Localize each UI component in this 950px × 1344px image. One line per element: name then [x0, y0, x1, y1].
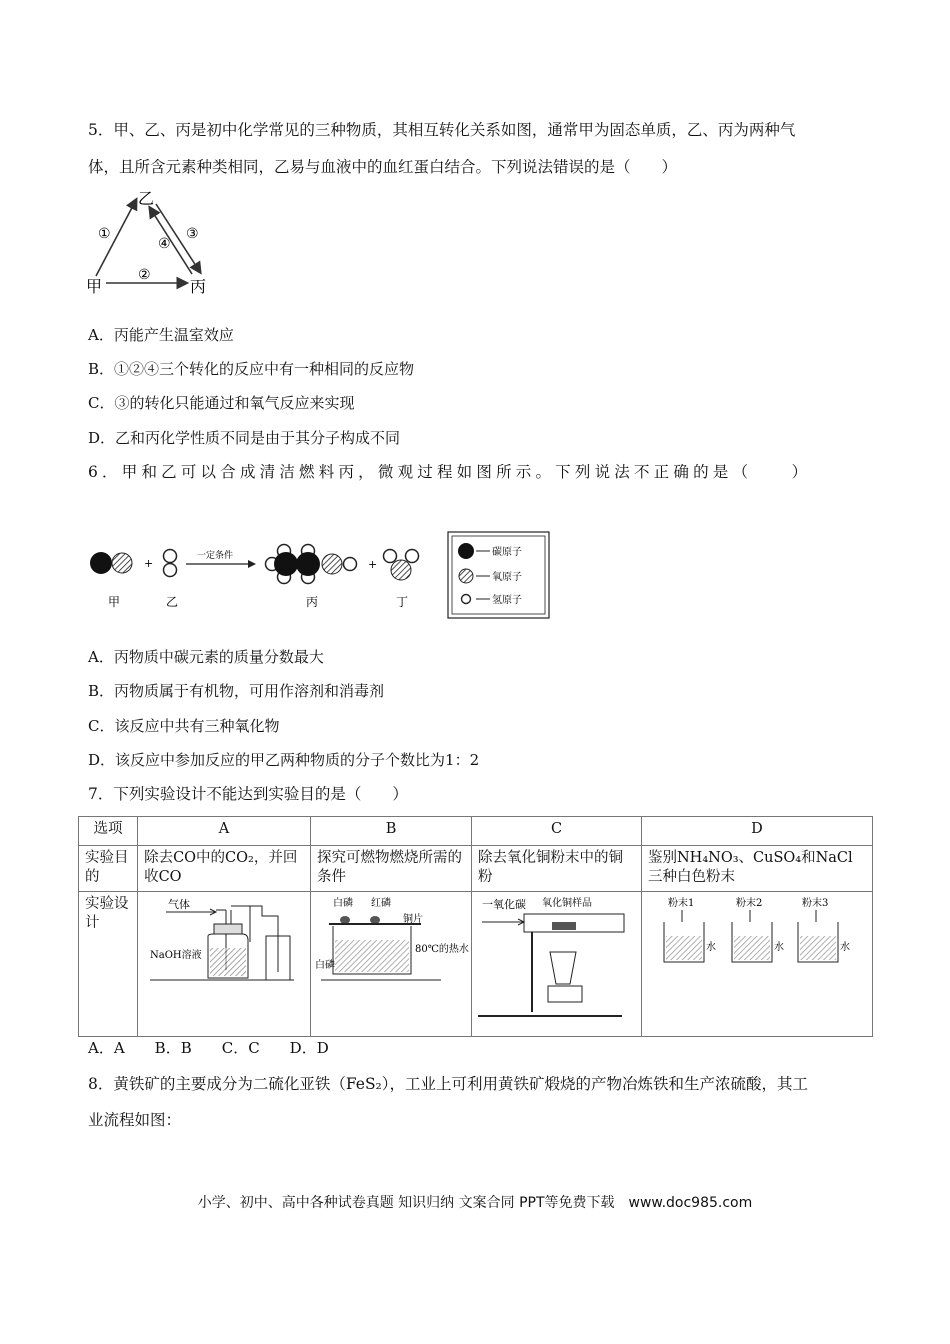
purpose-b: 探究可燃物燃烧所需的条件	[311, 846, 472, 892]
q5-option-d: D．乙和丙化学性质不同是由于其分子构成不同	[88, 429, 401, 447]
q8-stem-line1: 8．黄铁矿的主要成分为二硫化亚铁（FeS₂），工业上可利用黄铁矿煅烧的产物冶炼铁和生产浓硫酸，其工	[88, 1075, 809, 1093]
header-cell: C	[472, 817, 642, 846]
q7-stem: 7．下列实验设计不能达到实验目的是（ ）	[88, 785, 408, 803]
q6-option-c: C．该反应中共有三种氧化物	[88, 717, 280, 735]
svg-text:白磷: 白磷	[315, 960, 336, 971]
q6-label-ding: 丁	[396, 595, 409, 609]
table-row-purpose	[79, 846, 873, 892]
q7-experiment-table	[78, 816, 873, 1037]
design-d-apparatus	[642, 892, 872, 1030]
q5-node-yi: 乙	[138, 189, 155, 208]
svg-text:粉末1: 粉末1	[667, 898, 695, 909]
q5-option-c: C．③的转化只能通过和氧气反应来实现	[88, 394, 355, 412]
q6-legend-oxygen: 氧原子	[492, 572, 522, 583]
q8-stem-line2: 业流程如图：	[88, 1111, 182, 1129]
svg-text:铜片: 铜片	[403, 914, 424, 925]
svg-text:水: 水	[705, 942, 716, 953]
purpose-label: 实验目的	[79, 846, 138, 892]
q5-stem-line1: 5．甲、乙、丙是初中化学常见的三种物质，其相互转化关系如图，通常甲为固态单质，乙、丙为两种气	[88, 121, 796, 139]
design-a-apparatus	[138, 892, 308, 1030]
q6-label-bing: 丙	[306, 595, 319, 609]
purpose-c: 除去氧化铜粉末中的铜粉	[472, 846, 642, 892]
q6-legend-hydrogen: 氢原子	[492, 595, 522, 606]
q5-label-2: ②	[138, 267, 151, 283]
table-header-row	[79, 817, 873, 846]
table-row-design	[79, 892, 873, 1037]
design-d-cell	[641, 892, 872, 1037]
svg-text:白磷: 白磷	[333, 898, 354, 909]
design-b-apparatus	[311, 892, 471, 1030]
q7-answer-options: A．A B．B C．C D．D	[88, 1039, 329, 1057]
header-cell: B	[311, 817, 472, 846]
header-cell: A	[138, 817, 311, 846]
svg-text:80℃的热水: 80℃的热水	[415, 944, 469, 955]
q6-option-a: A．丙物质中碳元素的质量分数最大	[88, 648, 324, 666]
q6-option-d: D．该反应中参加反应的甲乙两种物质的分子个数比为1：2	[88, 751, 480, 769]
header-cell: D	[641, 817, 872, 846]
q5-option-a: A．丙能产生温室效应	[88, 326, 234, 344]
q6-oxygen-atom	[112, 553, 132, 573]
svg-text:+: +	[368, 558, 378, 571]
q6-legend-carbon: 碳原子	[492, 547, 522, 558]
design-c-apparatus	[472, 892, 640, 1030]
q6-carbon-atom	[90, 552, 112, 574]
design-a-cell	[138, 892, 311, 1037]
design-label: 实验设计	[79, 892, 138, 1037]
q5-triangle-diagram	[86, 186, 216, 298]
q6-arrow-condition: 一定条件	[197, 551, 234, 561]
q5-node-bing: 丙	[190, 277, 207, 296]
q6-label-jia: 甲	[108, 595, 121, 609]
svg-text:水: 水	[773, 942, 784, 953]
q6-stem: 6．甲和乙可以合成清洁燃料丙，微观过程如图所示。下列说法不正确的是（ ）	[88, 463, 812, 481]
svg-text:粉末2: 粉末2	[735, 898, 763, 909]
svg-text:水: 水	[839, 942, 850, 953]
purpose-a: 除去CO中的CO₂，并回收CO	[138, 846, 311, 892]
header-cell: 选项	[79, 817, 138, 846]
q5-label-1: ①	[98, 226, 111, 242]
svg-text:一氧化碳: 一氧化碳	[482, 898, 527, 911]
page-footer: 小学、初中、高中各种试卷真题 知识归纳 文案合同 PPT等免费下载 www.doc985.com	[197, 1195, 753, 1211]
q5-stem-line2: 体，且所含元素种类相同，乙易与血液中的血红蛋白结合。下列说法错误的是（ ）	[88, 158, 678, 176]
q6-option-b: B．丙物质属于有机物，可用作溶剂和消毒剂	[88, 682, 385, 700]
q6-hydrogen-atom	[164, 564, 177, 577]
q5-node-jia: 甲	[86, 277, 103, 296]
q5-label-3: ③	[186, 226, 199, 242]
q5-option-b: B．①②④三个转化的反应中有一种相同的反应物	[88, 360, 415, 378]
design-b-cell	[311, 892, 472, 1037]
svg-text:粉末3: 粉末3	[801, 898, 829, 909]
svg-text:+: +	[144, 557, 154, 570]
svg-text:氧化铜样品: 氧化铜样品	[542, 898, 593, 909]
q6-micro-figure	[86, 530, 551, 622]
design-c-cell	[472, 892, 642, 1037]
purpose-d: 鉴别NH₄NO₃、CuSO₄和NaCl三种白色粉末	[641, 846, 872, 892]
q6-label-yi: 乙	[166, 595, 179, 609]
q6-hydrogen-atom	[164, 550, 177, 563]
svg-text:红磷: 红磷	[371, 898, 392, 909]
svg-text:气体: 气体	[168, 898, 191, 911]
q5-label-4: ④	[158, 236, 171, 252]
svg-text:NaOH溶液: NaOH溶液	[150, 950, 202, 961]
